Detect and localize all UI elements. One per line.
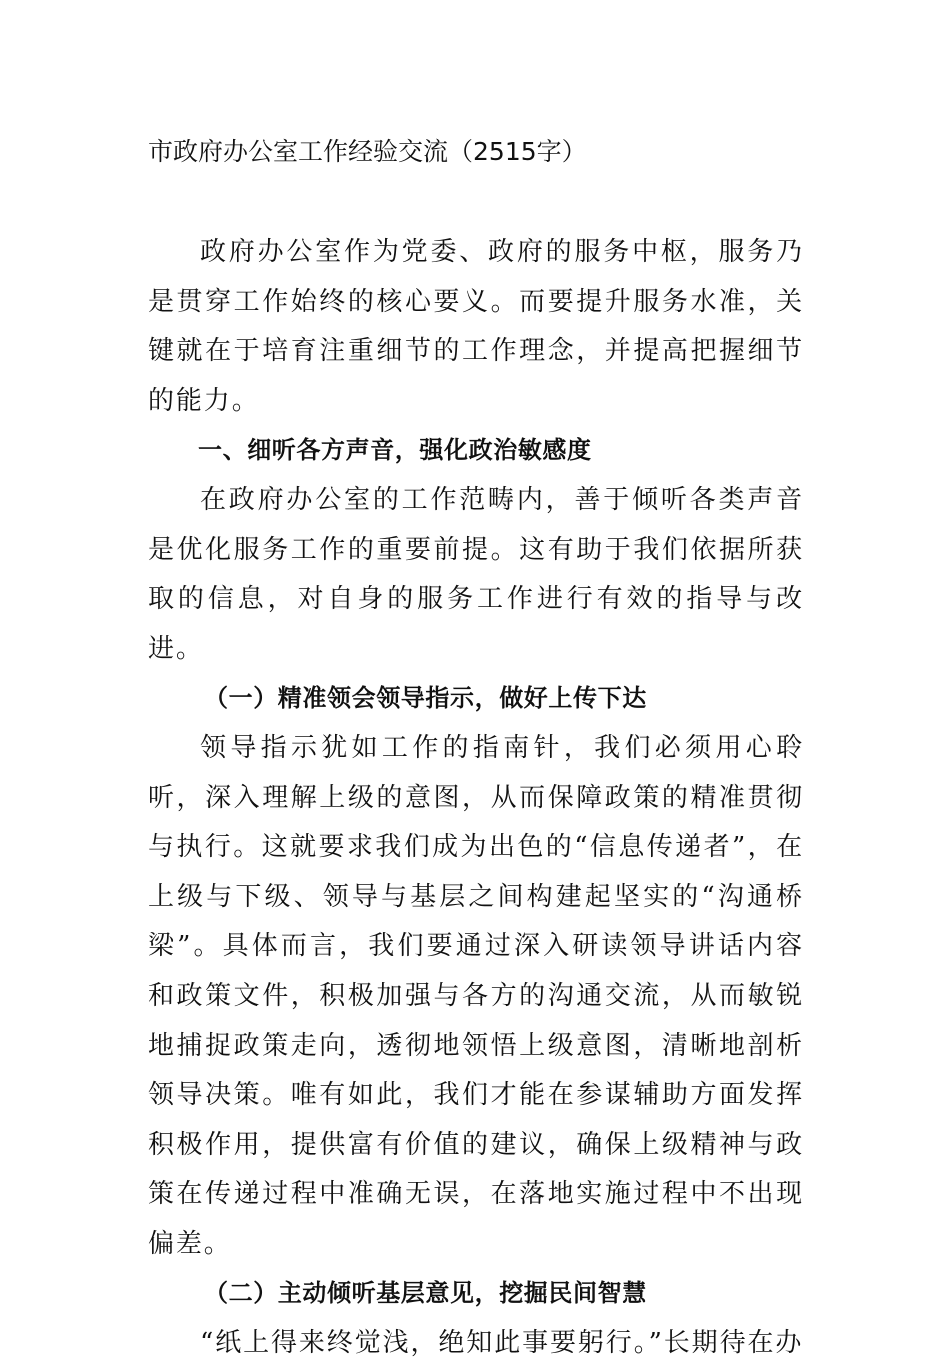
- document-body: [148, 228, 804, 1369]
- subsection-1-heading: （一）精准领会领导指示，做好上传下达: [204, 684, 647, 713]
- section-1-paragraph: 在政府办公室的工作范畴内，善于倾听各类声音是优化服务工作的重要前提。这有助于我们依据所获取的信息，对自身的服务工作进行有效的指导与改进。: [148, 484, 804, 664]
- document-title: 市政府办公室工作经验交流（2515字）: [148, 137, 587, 166]
- section-1-heading: 一、细听各方声音，强化政治敏感度: [198, 436, 592, 465]
- subsection-1-paragraph: 领导指示犹如工作的指南针，我们必须用心聆听，深入理解上级的意图，从而保障政策的精准贯彻与执行。这就要求我们成为出色的“信息传递者”，在上级与下级、领导与基层之间构建起坚实的“沟通桥梁”。具体而言，我们要通过深入研读领导讲话内容和政策文件，积极加强与各方的沟通交流，从而敏锐地捕捉政策走向，透彻地领悟上级意图，清晰地剖析领导决策。唯有如此，我们才能在参谋辅助方面发挥积极作用，提供富有价值的建议，确保上级精神与政策在传递过程中准确无误，在落地实施过程中不出现偏差。: [148, 732, 804, 1259]
- subsection-2-paragraph: “纸上得来终觉浅，绝知此事要躬行。”长期待在办: [200, 1328, 804, 1359]
- intro-paragraph: 政府办公室作为党委、政府的服务中枢，服务乃是贯穿工作始终的核心要义。而要提升服务水准，关键就在于培育注重细节的工作理念，并提高把握细节的能力。: [148, 237, 804, 416]
- subsection-2-heading: （二）主动倾听基层意见，挖掘民间智慧: [204, 1279, 647, 1308]
